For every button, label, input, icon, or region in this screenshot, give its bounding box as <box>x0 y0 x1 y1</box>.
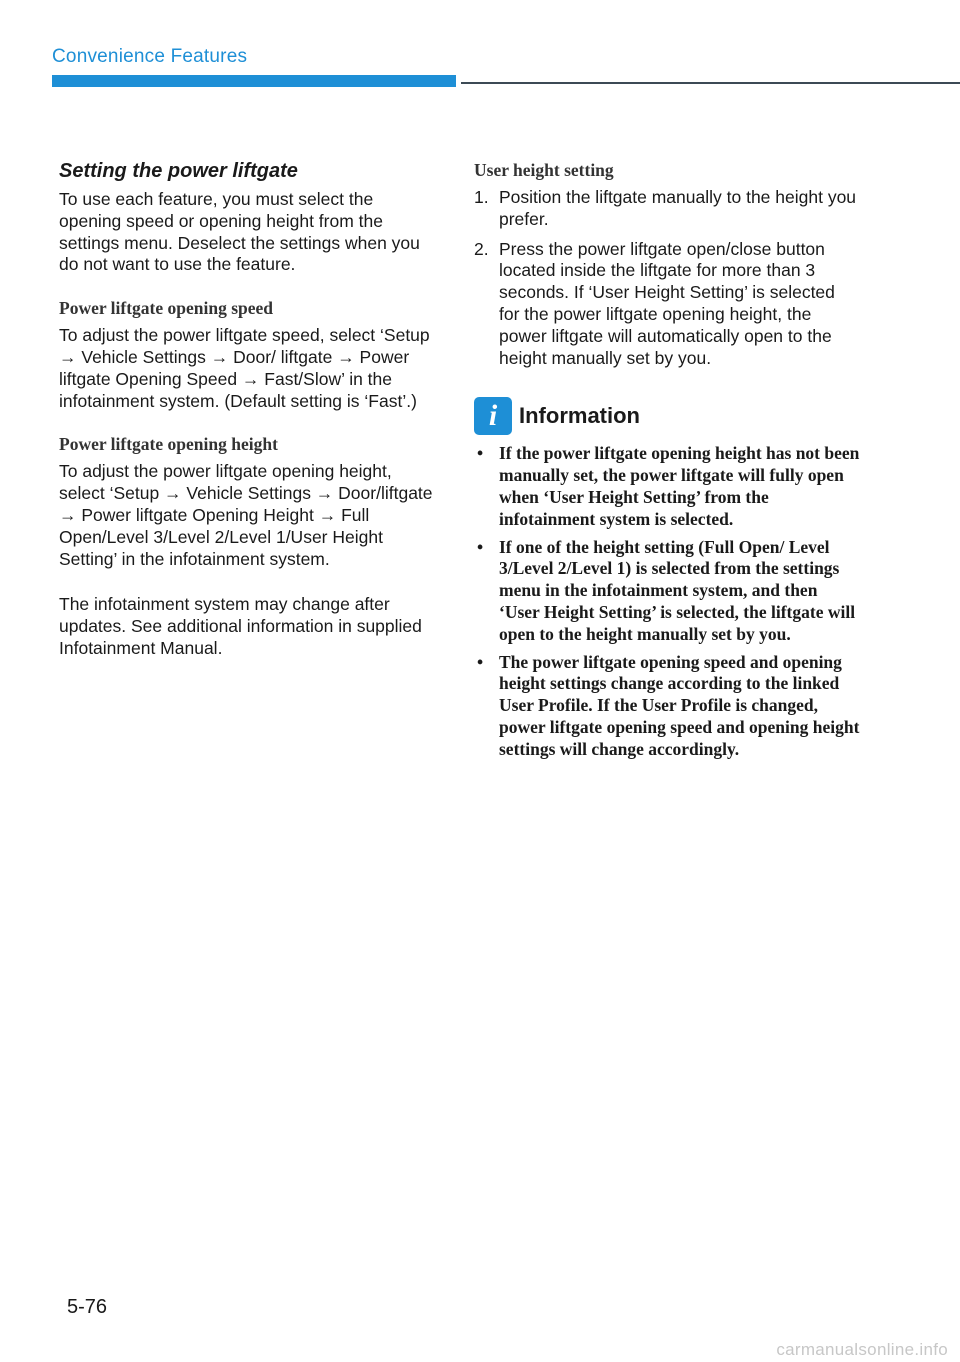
list-item <box>474 239 860 370</box>
watermark: carmanualsonline.info <box>776 1340 948 1359</box>
list-item <box>474 652 860 761</box>
list-item <box>474 443 860 530</box>
user-height-heading: User height setting <box>474 160 614 180</box>
bullet: • <box>477 536 484 557</box>
information-header <box>474 397 860 435</box>
main-heading: Setting the power liftgate <box>59 160 298 182</box>
height-paragraph: To adjust the power liftgate opening height, select ‘Setup → Vehicle Settings → Door/liftgate → Power liftgate Opening Height → Full Open/Level 3/Level 2/Level 1/User Height Setting’ in the infotainment system. <box>59 461 433 569</box>
section-title: Convenience Features <box>52 46 248 67</box>
speed-paragraph: To adjust the power liftgate speed, select ‘Setup → Vehicle Settings → Door/ liftgate → Power liftgate Opening Speed → Fast/Slow’ in the infotainment system. (Default setting is ‘Fast’.) <box>59 325 430 411</box>
header-rule <box>461 82 960 84</box>
info-text: The power liftgate opening speed and opening height settings change according to the linked User Profile. If the User Profile is changed, power liftgate opening speed and opening height settings will change accordingly. <box>499 651 860 759</box>
information-list <box>474 443 860 760</box>
intro-paragraph: To use each feature, you must select the opening speed or opening height from the settings menu. Deselect the settings when you do not want to use the feature. <box>59 189 420 275</box>
left-column <box>59 160 439 660</box>
infotainment-note: The infotainment system may change after updates. See additional information in supplied Infotainment Manual. <box>59 594 422 658</box>
steps-list <box>474 187 860 369</box>
list-item <box>474 187 860 231</box>
step-text: Press the power liftgate open/close button located inside the liftgate for more than 3 seconds. If ‘User Height Setting’ is selected for the power liftgate opening height, the power liftgate will automatically open to the height manually set by you. <box>499 238 835 368</box>
speed-heading: Power liftgate opening speed <box>59 298 274 319</box>
information-title: Information <box>519 403 640 429</box>
bullet: • <box>477 651 484 672</box>
height-heading: Power liftgate opening height <box>59 434 278 455</box>
step-number: 2. <box>474 238 489 259</box>
header-accent-bar <box>52 75 456 87</box>
info-text: If the power liftgate opening height has not been manually set, the power liftgate will fully open when ‘User Height Setting’ from the infotainment system is selected. <box>499 443 860 529</box>
information-icon: i <box>474 397 512 435</box>
step-text: Position the liftgate manually to the height you prefer. <box>499 187 857 229</box>
page-number: 5-76 <box>67 1296 108 1318</box>
list-item <box>474 537 860 646</box>
step-number: 1. <box>474 187 489 207</box>
info-text: If one of the height setting (Full Open/ Level 3/Level 2/Level 1) is selected from the settings menu in the infotainment system, and then ‘User Height Setting’ is selected, the liftgate will open to the height manually set by you. <box>499 536 856 644</box>
bullet: • <box>477 443 484 464</box>
right-column <box>474 160 860 767</box>
